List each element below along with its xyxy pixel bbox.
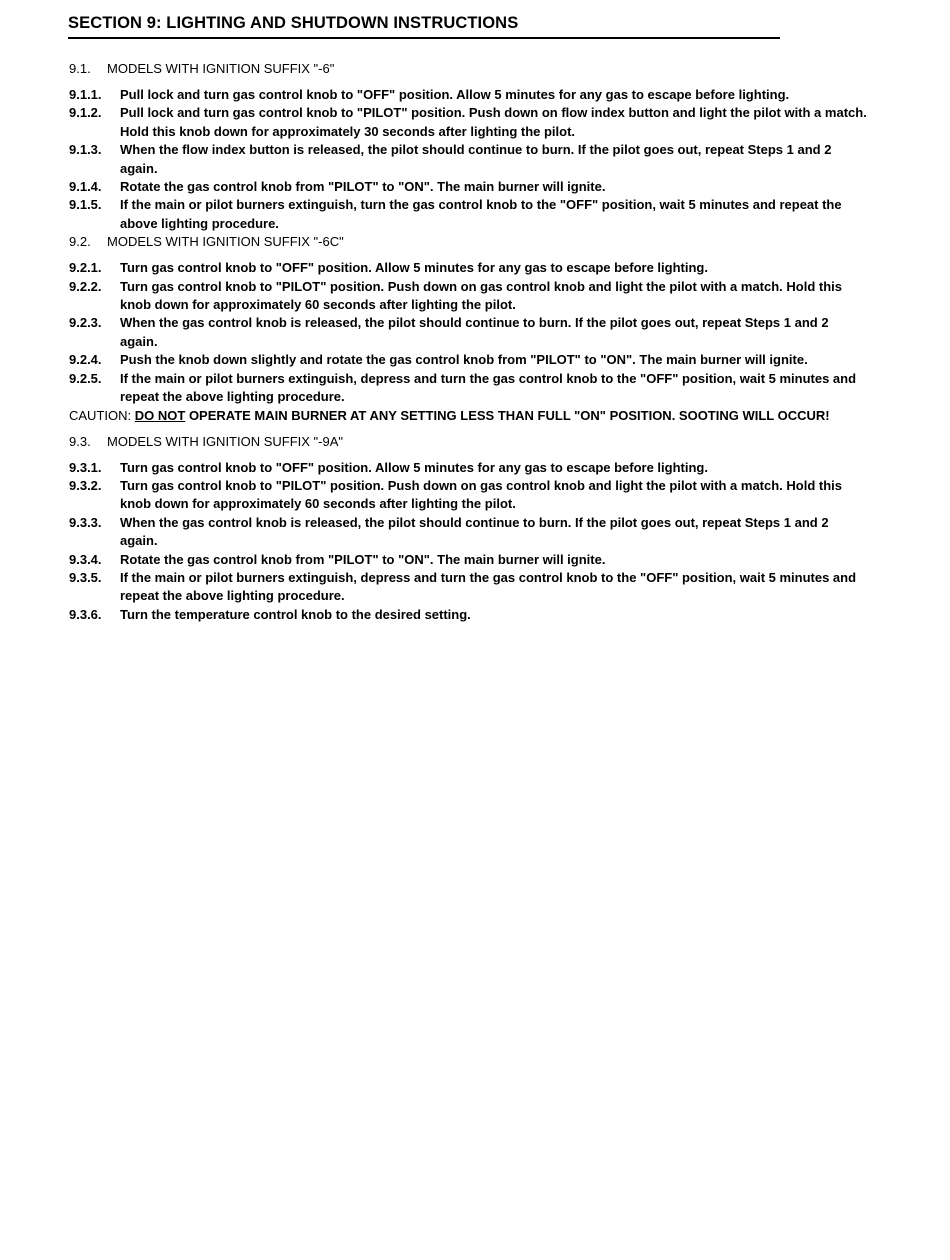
subsection-number: 9.3.	[69, 433, 91, 449]
step-text: Turn gas control knob to "PILOT" position. Push down on gas control knob and light the pilot with a match. Hold this knob down for approximately 60 seconds after lighting the pilot.	[120, 477, 843, 512]
step-item	[69, 459, 869, 477]
step-item	[69, 351, 869, 369]
step-number: 9.3.3.	[69, 514, 102, 530]
step-text: Pull lock and turn gas control knob to "OFF" position. Allow 5 minutes for any gas to escape before lighting.	[120, 87, 790, 102]
step-text: Rotate the gas control knob from "PILOT" to "ON". The main burner will ignite.	[120, 179, 606, 195]
caution-label: CAUTION:	[69, 407, 132, 423]
subsection-title: MODELS WITH IGNITION SUFFIX "-9A"	[107, 433, 344, 449]
subsection-title: MODELS WITH IGNITION SUFFIX "-6C"	[107, 234, 344, 250]
section-title: SECTION 9: LIGHTING AND SHUTDOWN INSTRUCTIONS	[68, 14, 780, 39]
step-text: When the flow index button is released, the pilot should continue to burn. If the pilot goes out, repeat Steps 1 and 2 again.	[120, 142, 832, 176]
step-text: If the main or pilot burners extinguish, turn the gas control knob to the "OFF" position, wait 5 minutes and repeat the above lighting procedure.	[120, 197, 842, 231]
step-number: 9.3.5.	[69, 569, 102, 585]
step-number: 9.3.1.	[69, 459, 102, 475]
step-item	[69, 314, 869, 351]
step-number: 9.1.3.	[69, 142, 102, 158]
step-number: 9.3.2.	[69, 477, 102, 493]
step-text: Push the knob down slightly and rotate the gas control knob from "PILOT" to "ON". The main burner will ignite.	[120, 352, 808, 368]
step-text: Rotate the gas control knob from "PILOT" to "ON". The main burner will ignite.	[120, 551, 606, 567]
step-item	[69, 477, 869, 514]
step-item	[69, 259, 869, 277]
subsection-title: MODELS WITH IGNITION SUFFIX "-6"	[107, 61, 335, 76]
step-item	[69, 278, 869, 315]
step-number: 9.2.3.	[69, 315, 102, 331]
subsection-number: 9.1.	[69, 61, 91, 76]
subsection-heading	[69, 60, 869, 78]
step-number: 9.2.4.	[69, 352, 102, 368]
step-text: When the gas control knob is released, the pilot should continue to burn. If the pilot goes out, repeat Steps 1 and 2 again.	[120, 315, 829, 349]
step-item	[69, 551, 869, 569]
step-text: Pull lock and turn gas control knob to "PILOT" position. Push down on flow index button and light the pilot with a match. Hold this knob down for approximately 30 seconds after lighting the pilot.	[120, 105, 867, 139]
step-item	[69, 514, 869, 551]
step-text: If the main or pilot burners extinguish, depress and turn the gas control knob to the "OFF" position, wait 5 minutes and repeat the above lighting procedure.	[120, 569, 857, 604]
subsection-number: 9.2.	[69, 234, 91, 250]
step-text: Turn gas control knob to "OFF" position. Allow 5 minutes for any gas to escape before lighting.	[120, 260, 708, 276]
step-item	[69, 569, 869, 606]
step-text: If the main or pilot burners extinguish, depress and turn the gas control knob to the "OFF" position, wait 5 minutes and repeat the above lighting procedure.	[120, 370, 857, 405]
step-text: Turn the temperature control knob to the desired setting.	[120, 606, 471, 622]
step-number: 9.1.5.	[69, 197, 102, 213]
step-number: 9.3.4.	[69, 551, 102, 567]
caution-text: OPERATE MAIN BURNER AT ANY SETTING LESS THAN FULL "ON" POSITION. SOOTING WILL OCCUR!	[188, 407, 830, 423]
step-number: 9.1.2.	[69, 105, 102, 121]
step-item	[69, 196, 869, 233]
step-number: 9.2.5.	[69, 370, 102, 386]
subsection-heading	[69, 233, 869, 251]
step-item	[69, 370, 869, 407]
step-number: 9.1.1.	[69, 87, 102, 102]
step-number: 9.2.1.	[69, 260, 102, 276]
step-item	[69, 86, 869, 104]
step-text: When the gas control knob is released, the pilot should continue to burn. If the pilot goes out, repeat Steps 1 and 2 again.	[120, 514, 829, 549]
step-text: Turn gas control knob to "OFF" position. Allow 5 minutes for any gas to escape before lighting.	[120, 459, 708, 475]
caution-note	[69, 407, 869, 425]
step-text: Turn gas control knob to "PILOT" position. Push down on gas control knob and light the pilot with a match. Hold this knob down for approximately 60 seconds after lighting the pilot.	[120, 278, 843, 313]
step-number: 9.1.4.	[69, 179, 102, 195]
step-item	[69, 606, 869, 624]
step-number: 9.3.6.	[69, 606, 102, 622]
instructions-body	[69, 60, 869, 624]
step-item	[69, 141, 869, 178]
step-item	[69, 104, 869, 141]
step-number: 9.2.2.	[69, 278, 102, 294]
step-item	[69, 178, 869, 196]
caution-do-not: DO NOT	[134, 407, 186, 423]
subsection-heading	[69, 433, 869, 451]
